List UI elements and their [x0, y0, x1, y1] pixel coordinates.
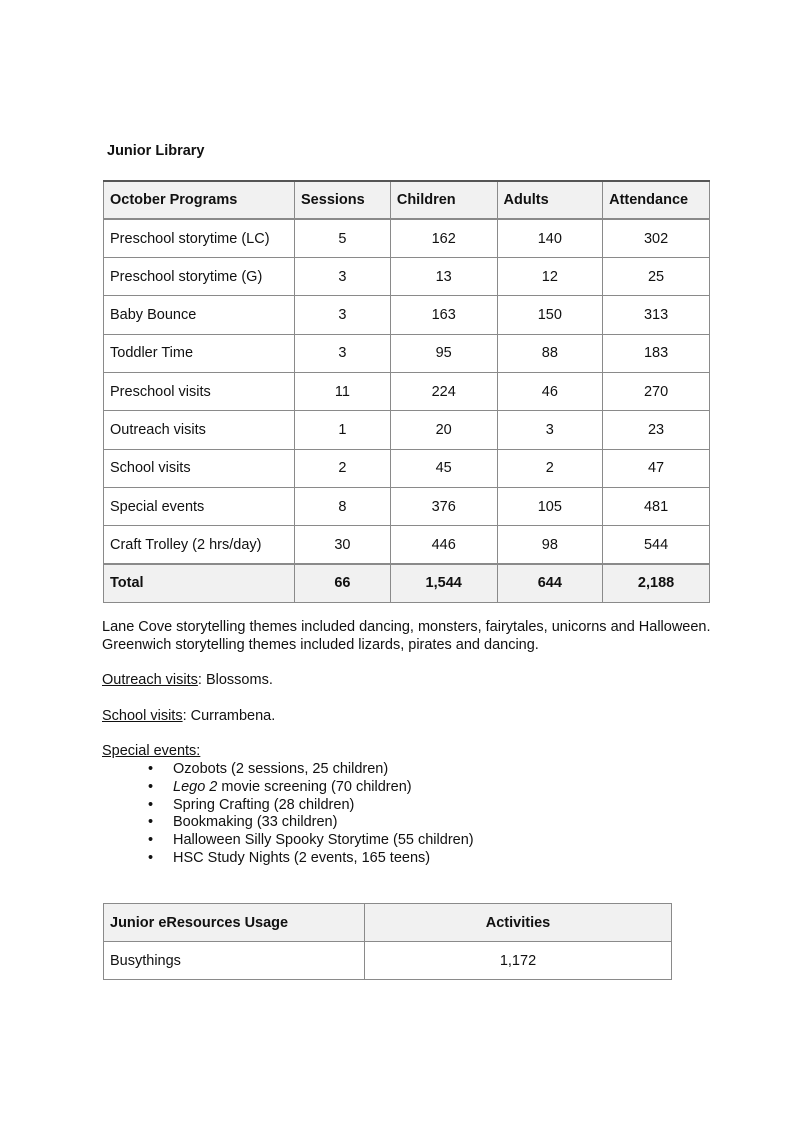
- header-activities: Activities: [365, 904, 672, 942]
- adults-cell: 3: [497, 411, 603, 449]
- event-text: Spring Crafting (28 children): [173, 796, 355, 813]
- sessions-cell: 3: [295, 296, 391, 334]
- event-text: Halloween Silly Spooky Storytime (55 children): [173, 832, 474, 849]
- table-header-row: [104, 904, 672, 942]
- list-item: [102, 850, 474, 868]
- adults-cell: 105: [497, 487, 603, 525]
- header-eresources-usage: Junior eResources Usage: [104, 904, 365, 942]
- special-events-label: Special events:: [102, 743, 201, 759]
- program-name: Outreach visits: [104, 411, 295, 449]
- sessions-cell: 2: [295, 449, 391, 487]
- sessions-cell: 8: [295, 487, 391, 525]
- adults-cell: 150: [497, 296, 603, 334]
- header-attendance: Attendance: [603, 181, 710, 219]
- school-label: School visits: [102, 708, 183, 724]
- children-cell: 162: [390, 219, 497, 257]
- total-sessions: 66: [295, 564, 391, 602]
- children-cell: 376: [390, 487, 497, 525]
- table-row: [104, 296, 710, 334]
- program-name: Toddler Time: [104, 334, 295, 372]
- total-row: [104, 564, 710, 602]
- table-row: [104, 526, 710, 564]
- table-row: [104, 372, 710, 410]
- list-item: [102, 761, 474, 779]
- children-cell: 224: [390, 372, 497, 410]
- outreach-text: : Blossoms.: [197, 672, 273, 688]
- total-attendance: 2,188: [603, 564, 710, 602]
- activities-cell: 1,172: [365, 942, 672, 980]
- list-item: [102, 779, 474, 797]
- event-text: movie screening (70 children): [217, 778, 412, 795]
- list-item: [102, 832, 474, 850]
- program-name: Craft Trolley (2 hrs/day): [104, 526, 295, 564]
- table-row: [104, 258, 710, 296]
- october-programs-table: [103, 180, 710, 603]
- list-item: [102, 814, 474, 832]
- sessions-cell: 3: [295, 258, 391, 296]
- event-text: HSC Study Nights (2 events, 165 teens): [173, 849, 431, 866]
- children-cell: 163: [390, 296, 497, 334]
- table-row: [104, 334, 710, 372]
- children-cell: 446: [390, 526, 497, 564]
- attendance-cell: 544: [603, 526, 710, 564]
- total-adults: 644: [497, 564, 603, 602]
- program-name: Preschool visits: [104, 372, 295, 410]
- sessions-cell: 3: [295, 334, 391, 372]
- adults-cell: 46: [497, 372, 603, 410]
- program-name: Preschool storytime (LC): [104, 219, 295, 257]
- school-paragraph: [102, 708, 275, 726]
- header-october-programs: October Programs: [104, 181, 295, 219]
- sessions-cell: 5: [295, 219, 391, 257]
- school-text: : Currambena.: [182, 708, 276, 724]
- attendance-cell: 481: [603, 487, 710, 525]
- table-row: [104, 411, 710, 449]
- program-name: School visits: [104, 449, 295, 487]
- children-cell: 20: [390, 411, 497, 449]
- table-row: [104, 487, 710, 525]
- outreach-paragraph: [102, 672, 273, 690]
- attendance-cell: 47: [603, 449, 710, 487]
- program-name: Preschool storytime (G): [104, 258, 295, 296]
- children-cell: 45: [390, 449, 497, 487]
- header-children: Children: [390, 181, 497, 219]
- adults-cell: 140: [497, 219, 603, 257]
- adults-cell: 12: [497, 258, 603, 296]
- list-item: [102, 797, 474, 815]
- program-name: Baby Bounce: [104, 296, 295, 334]
- table-row: [104, 942, 672, 980]
- header-sessions: Sessions: [295, 181, 391, 219]
- children-cell: 13: [390, 258, 497, 296]
- table-header-row: [104, 181, 710, 219]
- sessions-cell: 11: [295, 372, 391, 410]
- eresources-table: [103, 903, 672, 980]
- sessions-cell: 1: [295, 411, 391, 449]
- table-row: [104, 219, 710, 257]
- attendance-cell: 270: [603, 372, 710, 410]
- storytelling-line-greenwich: Greenwich storytelling themes included lizards, pirates and dancing.: [102, 636, 539, 653]
- attendance-cell: 183: [603, 334, 710, 372]
- total-label: Total: [104, 564, 295, 602]
- children-cell: 95: [390, 334, 497, 372]
- special-events-heading: [102, 743, 200, 761]
- special-events-list: [102, 761, 474, 868]
- table-row: [104, 449, 710, 487]
- storytelling-line-lane-cove: Lane Cove storytelling themes included dancing, monsters, fairytales, unicorns and Halloween.: [102, 619, 711, 635]
- adults-cell: 2: [497, 449, 603, 487]
- eresource-name: Busythings: [104, 942, 365, 980]
- page-title: Junior Library: [107, 143, 205, 159]
- adults-cell: 98: [497, 526, 603, 564]
- attendance-cell: 25: [603, 258, 710, 296]
- outreach-label: Outreach visits: [102, 672, 198, 688]
- event-text: Ozobots (2 sessions, 25 children): [173, 761, 389, 777]
- event-text: Bookmaking (33 children): [173, 814, 338, 831]
- program-name: Special events: [104, 487, 295, 525]
- attendance-cell: 23: [603, 411, 710, 449]
- storytelling-paragraph: [102, 619, 711, 654]
- sessions-cell: 30: [295, 526, 391, 564]
- attendance-cell: 313: [603, 296, 710, 334]
- attendance-cell: 302: [603, 219, 710, 257]
- adults-cell: 88: [497, 334, 603, 372]
- event-title-italic: Lego 2: [173, 778, 218, 795]
- total-children: 1,544: [390, 564, 497, 602]
- header-adults: Adults: [497, 181, 603, 219]
